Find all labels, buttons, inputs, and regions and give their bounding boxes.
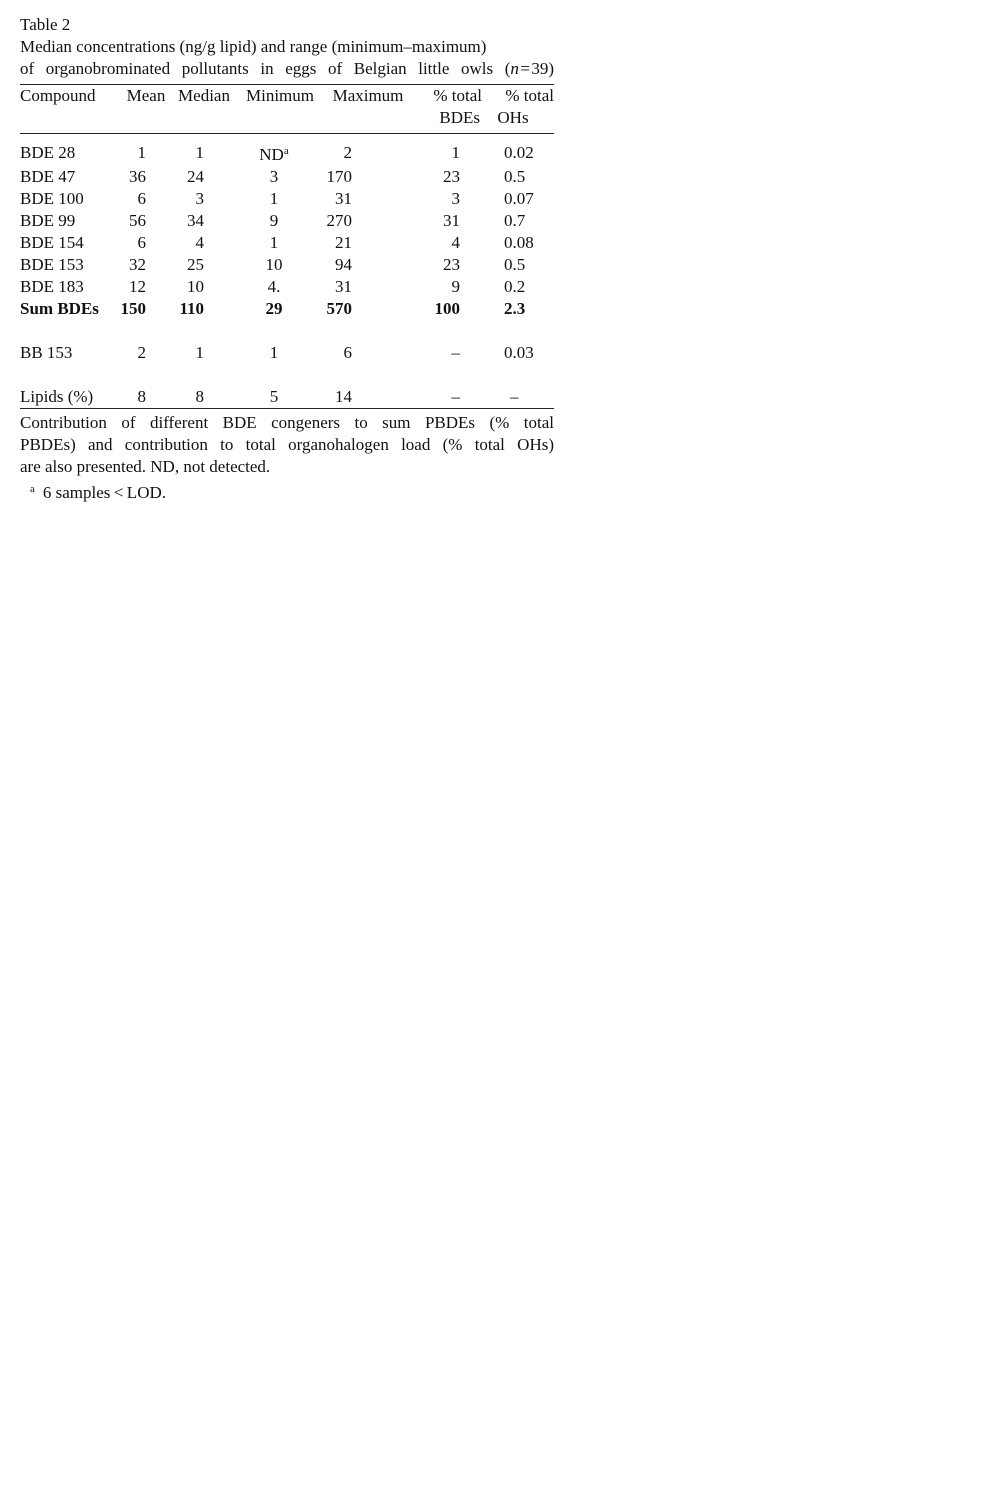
table-footnote (20, 412, 554, 504)
caption-n-value: = 39) (518, 59, 554, 78)
cell-median: 24 (187, 167, 204, 186)
cell-pct-ohs: 0.5 (504, 167, 526, 186)
cell-pct-bdes: 4 (451, 233, 460, 252)
header-pct-bdes-unit: BDEs (439, 108, 480, 127)
header-maximum: Maximum (332, 86, 404, 105)
cell-pct-ohs: 0.07 (504, 189, 534, 208)
cell-minimum (236, 140, 324, 166)
cell-median: 1 (195, 343, 204, 362)
caption-n-symbol: n (510, 59, 519, 78)
cell-mean: 6 (137, 189, 146, 208)
cell-minimum: 4. (267, 277, 281, 296)
cell-maximum: 2 (343, 143, 352, 162)
cell-pct-bdes: 31 (443, 211, 460, 230)
cell-pct-bdes: 3 (451, 189, 460, 208)
header-pct-ohs: % total (505, 86, 554, 105)
cell-pct-bdes: – (451, 343, 460, 362)
cell-mean: 32 (129, 255, 146, 274)
header-compound: Compound (20, 86, 96, 105)
header-pct-bdes: % total (433, 86, 482, 105)
data-table-body (20, 134, 554, 408)
cell-compound: BDE 100 (20, 189, 84, 208)
cell-minimum-value: ND (259, 145, 284, 164)
cell-maximum: 570 (326, 299, 352, 318)
cell-pct-ohs: 0.7 (504, 211, 526, 230)
table-2 (20, 14, 554, 504)
table-row (20, 254, 554, 276)
cell-pct-bdes: 23 (443, 167, 460, 186)
footnote-line-1: Contribution of different BDE congeners to sum PBDEs (% total (20, 413, 554, 432)
cell-pct-bdes: 23 (443, 255, 460, 274)
cell-median: 4 (195, 233, 204, 252)
cell-maximum: 31 (335, 277, 352, 296)
lipids-row (20, 386, 554, 408)
table-row (20, 188, 554, 210)
table-row (20, 210, 554, 232)
header-mean: Mean (126, 86, 166, 105)
cell-mean: 1 (137, 143, 146, 162)
header-minimum: Minimum (245, 86, 314, 105)
cell-maximum: 94 (335, 255, 352, 274)
cell-minimum: 1 (269, 343, 279, 362)
cell-compound: BDE 154 (20, 233, 84, 252)
table-caption (20, 14, 554, 80)
table-label: Table 2 (20, 15, 71, 34)
sum-row (20, 298, 554, 320)
footnote-a-text: 6 samples < LOD. (42, 483, 166, 502)
cell-minimum: 1 (269, 189, 279, 208)
cell-mean: 8 (137, 387, 146, 406)
cell-maximum: 170 (326, 167, 352, 186)
bottom-rule (20, 408, 554, 409)
cell-minimum: 3 (269, 167, 279, 186)
cell-mean: 6 (137, 233, 146, 252)
bb-153-row (20, 342, 554, 364)
cell-minimum: 5 (269, 387, 279, 406)
cell-compound: BDE 153 (20, 255, 84, 274)
cell-pct-ohs: 0.5 (504, 255, 526, 274)
cell-maximum: 21 (335, 233, 352, 252)
cell-minimum: 29 (265, 299, 283, 318)
footnote-line-2: PBDEs) and contribution to total organohalogen load (% total OHs) (20, 435, 554, 454)
cell-median: 8 (195, 387, 204, 406)
cell-maximum: 6 (343, 343, 352, 362)
data-table (20, 85, 554, 129)
header-row-1 (20, 85, 554, 107)
cell-mean: 36 (129, 167, 146, 186)
header-row-2 (20, 107, 554, 129)
header-pct-ohs-unit: OHs (497, 108, 529, 127)
cell-median: 25 (187, 255, 204, 274)
footnote-a-marker: a (283, 145, 289, 157)
caption-line-2 (20, 58, 554, 80)
cell-median: 34 (187, 211, 204, 230)
cell-mean: 56 (129, 211, 146, 230)
caption-line-1: Median concentrations (ng/g lipid) and range (minimum–maximum) (20, 37, 487, 56)
cell-compound: BDE 99 (20, 211, 76, 230)
cell-pct-bdes: 9 (451, 277, 460, 296)
cell-pct-ohs: 2.3 (504, 299, 526, 318)
cell-pct-ohs: 0.08 (504, 233, 534, 252)
cell-mean: 150 (120, 299, 146, 318)
cell-pct-bdes: 100 (434, 299, 460, 318)
cell-mean: 2 (137, 343, 146, 362)
table-row (20, 140, 554, 166)
cell-compound: BB 153 (20, 343, 73, 362)
cell-maximum: 31 (335, 189, 352, 208)
cell-maximum: 270 (326, 211, 352, 230)
cell-compound: Sum BDEs (20, 299, 99, 318)
cell-mean: 12 (129, 277, 146, 296)
cell-median: 110 (179, 299, 204, 318)
footnote-a (20, 478, 554, 504)
cell-pct-bdes: 1 (451, 143, 460, 162)
cell-compound: BDE 47 (20, 167, 76, 186)
table-row (20, 276, 554, 298)
footnote-a-label: a (30, 483, 35, 495)
cell-compound: Lipids (%) (20, 387, 94, 406)
cell-median: 3 (195, 189, 204, 208)
footnote-line-3: are also presented. ND, not detected. (20, 457, 271, 476)
table-row (20, 166, 554, 188)
cell-compound: BDE 28 (20, 143, 76, 162)
cell-median: 10 (187, 277, 204, 296)
cell-pct-ohs: 0.2 (504, 277, 526, 296)
cell-median: 1 (195, 143, 204, 162)
cell-minimum: 10 (265, 255, 283, 274)
cell-minimum: 1 (269, 233, 279, 252)
cell-minimum: 9 (269, 211, 279, 230)
cell-pct-bdes: – (451, 387, 460, 406)
cell-pct-ohs: 0.02 (504, 143, 534, 162)
cell-maximum: 14 (335, 387, 352, 406)
table-row (20, 232, 554, 254)
caption-line-2-text: of organobrominated pollutants in eggs of Belgian little owls ( (20, 59, 511, 78)
cell-pct-ohs: 0.03 (504, 343, 534, 362)
cell-pct-ohs: – (510, 387, 519, 406)
header-median: Median (178, 86, 230, 105)
cell-compound: BDE 183 (20, 277, 84, 296)
